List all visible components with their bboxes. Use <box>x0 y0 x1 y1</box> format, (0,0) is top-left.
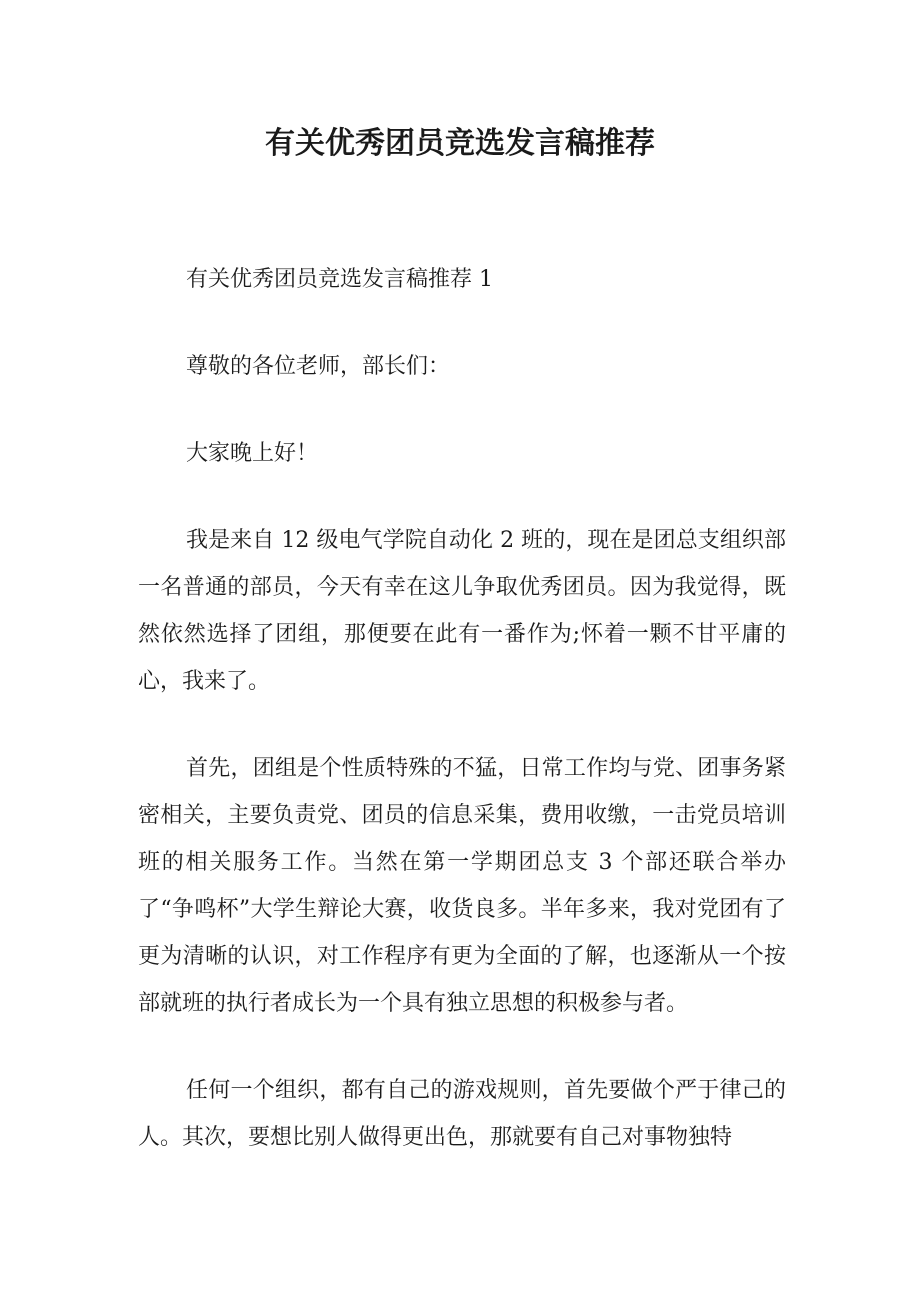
paragraph-introduction: 我是来自 12 级电气学院自动化 2 班的，现在是团总支组织部一名普通的部员，今天有幸在这儿争取优秀团员。因为我觉得，既然依然选择了团组，那便要在此有一番作为;怀着一颗不甘平庸的心，我来了。 <box>138 528 786 694</box>
paragraph-subtitle: 有关优秀团员竞选发言稿推荐 1 <box>186 267 493 292</box>
paragraph-salutation: 尊敬的各位老师，部长们： <box>186 354 451 379</box>
document-title: 有关优秀团员竞选发言稿推荐 <box>265 126 655 161</box>
paragraph-experience: 首先，团组是个性质特殊的不猛，日常工作均与党、团事务紧密相关，主要负责党、团员的信息采集，费用收缴，一击党员培训班的相关服务工作。当然在第一学期团总支 3 个部还联合举办了“争鸣杯”大学生辩论大赛，收货良多。半年多来，我对党团有了更为清晰的认识，对工作程序有更为全面的了解，也逐渐从一个按部就班的执行者成长为一个具有独立思想的积极参与者。 <box>138 756 786 1016</box>
paragraph-greeting: 大家晚上好！ <box>186 441 319 466</box>
document-body <box>138 256 786 1201</box>
paragraph-principles: 任何一个组织，都有自己的游戏规则，首先要做个严于律己的人。其次，要想比别人做得更出色，那就要有自己对事物独特 <box>138 1078 786 1150</box>
